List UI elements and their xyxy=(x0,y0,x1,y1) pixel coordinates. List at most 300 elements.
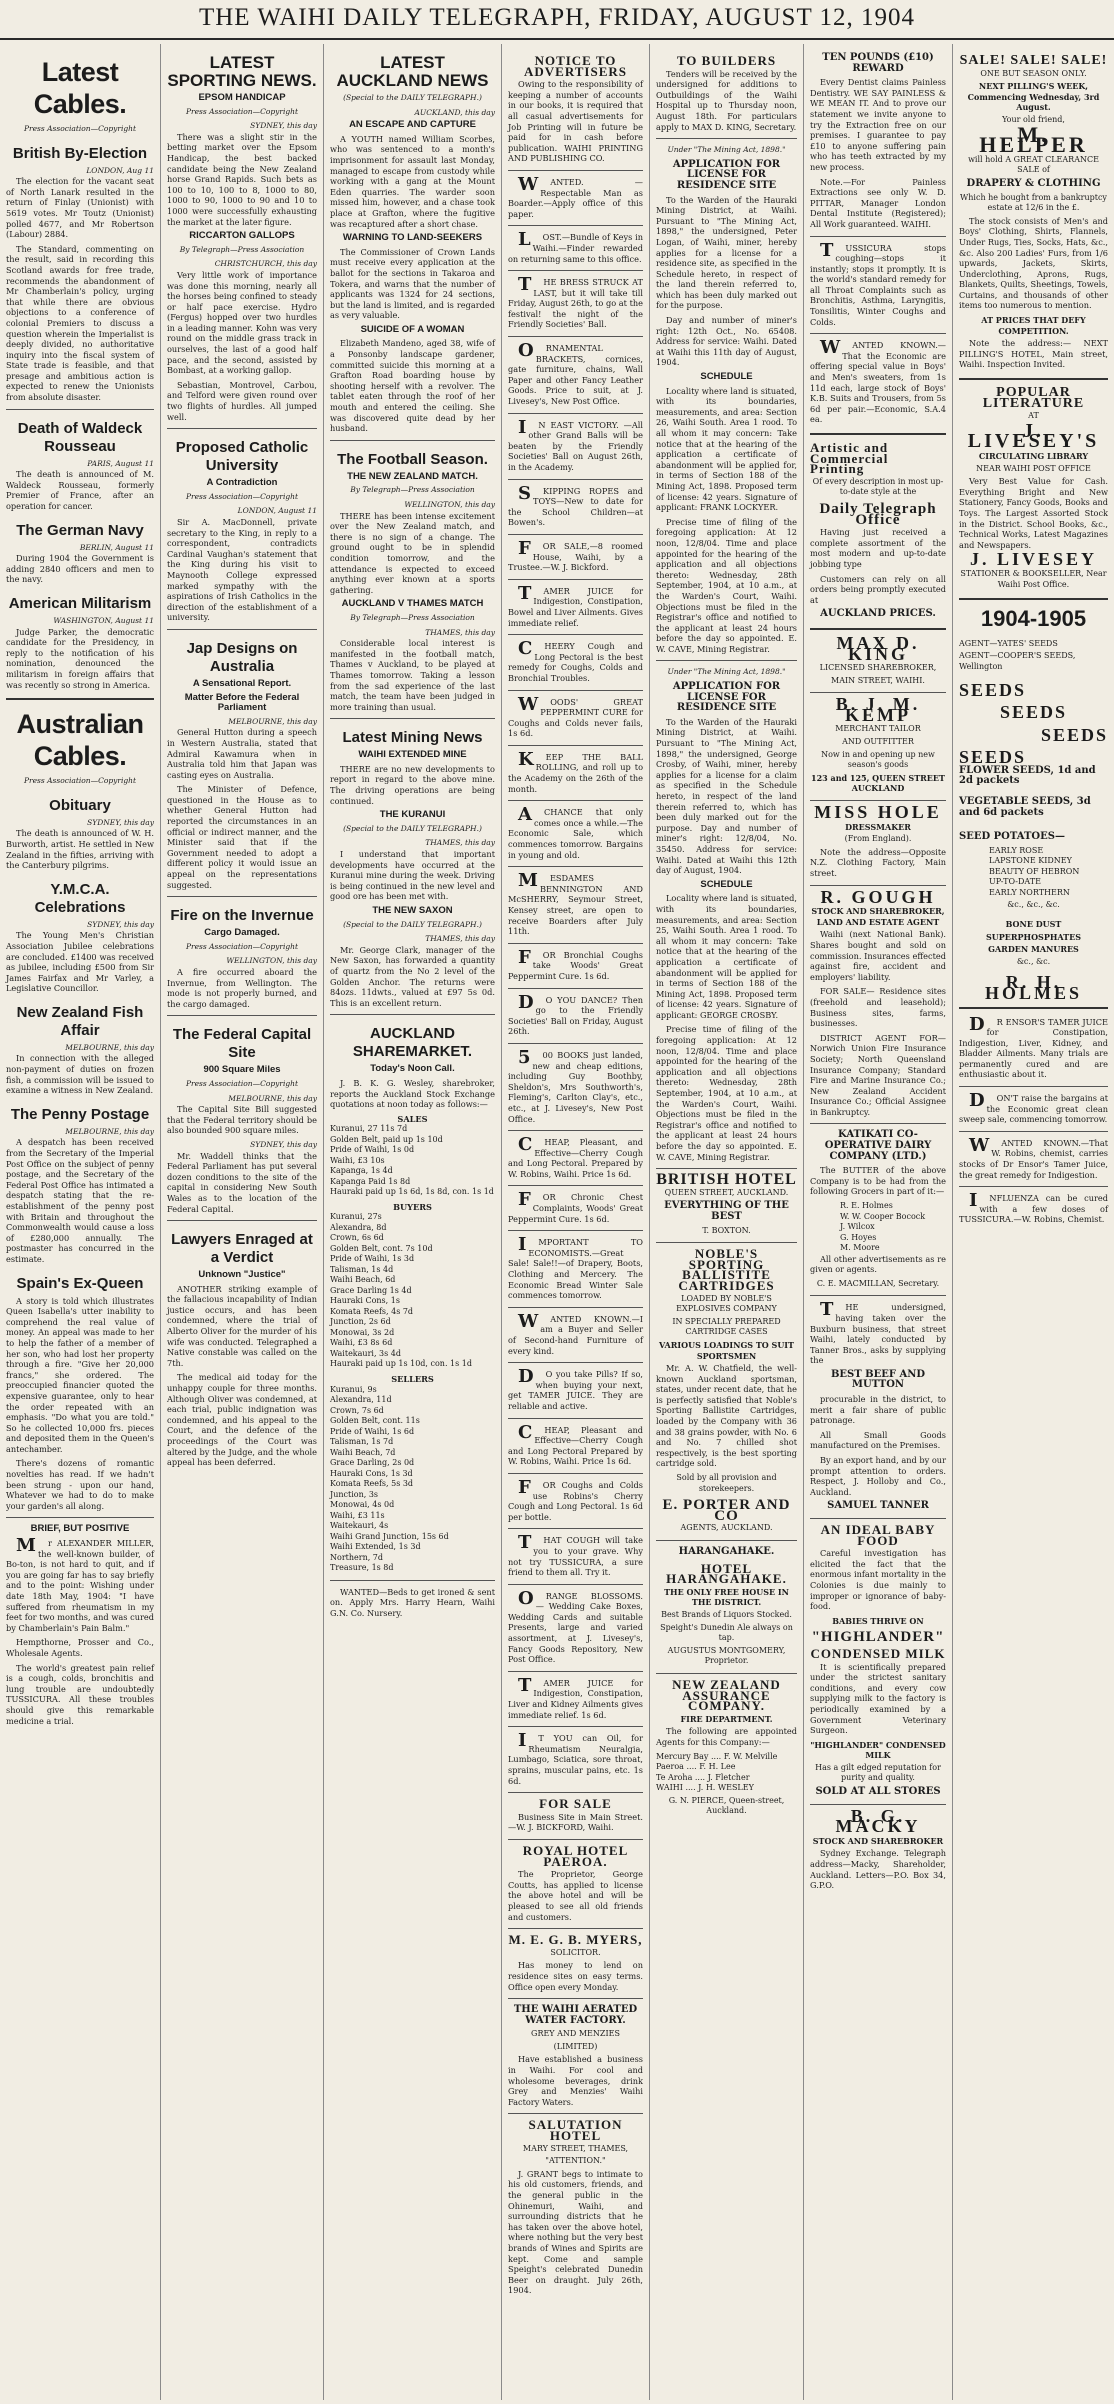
list-item: Grace Darling, 2s 0d xyxy=(330,1458,415,1467)
credit: By Telegraph—Press Association xyxy=(350,485,475,495)
classified-ad: DR ENSOR'S TAMER JUICE for Constipation, Indigestion, Liver, Kidney, and Bladder Ailments. Many trials are permanently cured and are enthusiastic about it. xyxy=(959,1013,1108,1080)
ad-subheading: DRESSMAKER xyxy=(845,821,911,832)
story-text: ANOTHER striking example of the fallacious incapability of Indian justice occurs, and has been condemned, where the trial of Alberto Oliver for the murder of his wife was conducted. Telegraphed a Native constable was called on the 7th. xyxy=(167,1283,317,1368)
ad-subheading: "ATTENTION." xyxy=(545,2156,606,2166)
ad-text: SOLD AT ALL STORES xyxy=(815,1786,941,1798)
story-subheading: Matter Before the Federal Parliament xyxy=(184,691,300,714)
ad-heading: Artistic and Commercial Printing xyxy=(810,440,889,477)
list-item: Hauraki paid up 1s 10d, con. 1s 1d xyxy=(330,1359,472,1369)
story-heading: The Football Season. xyxy=(337,450,488,468)
classified-ad: THAT COUGH will take you to your grave. Why not try TUSSICURA, a sure friend to them all. Try it. xyxy=(508,1532,643,1578)
classified-ad: MESDAMES BENNINGTON AND McSHERRY, Seymour Street, Kensey street, are open to receive Boarders after July 11th. xyxy=(508,870,643,937)
list-item: Waihi Extended, 1s 3d xyxy=(330,1542,421,1551)
dateline: CHRISTCHURCH, this day xyxy=(214,259,317,269)
story-text: Mr. George Clark, manager of the New Saxon, has forwarded a quantity of quartz from the No 2 level of the Golden Anchor. The returns were 84ozs. 11dwts., valued at £97 5s 0d. This is an excellent return. xyxy=(330,944,495,1008)
list-item: Crown, 6s 6d xyxy=(330,1233,384,1243)
list-item: Kapanga, 1s 4d xyxy=(330,1166,393,1176)
list-item: Junction, 3s xyxy=(330,1489,379,1499)
ad-text: By an export hand, and by our prompt attention to orders. Respect, J. Holloby and Co., Auckland. xyxy=(810,1455,946,1497)
ad-text: Speight's Dunedin Ale always on tap. xyxy=(660,1622,793,1643)
classified-ad: DON'T raise the bargains at the Economic great clean sweep sale, commencing tomorrow. xyxy=(959,1090,1108,1125)
ad-subheading: STOCK AND SHAREBROKER, LAND AND ESTATE AGENT xyxy=(811,906,945,927)
ad-heading: SALE! SALE! SALE! xyxy=(959,53,1108,68)
credit: (Special to the DAILY TELEGRAPH.) xyxy=(343,919,482,929)
ad-heading: J. LIVESEY xyxy=(969,549,1098,570)
ad-heading: SEED POTATOES— xyxy=(959,831,1065,843)
list-item: EARLY NORTHERN xyxy=(989,887,1070,897)
list-item: Waitekauri, 3s 4d xyxy=(330,1348,401,1358)
ad-heading: NOTICE TO ADVERTISERS xyxy=(523,53,627,79)
story-heading: The Federal Capital Site xyxy=(172,1026,312,1062)
ad-text: Which he bought from a bankruptcy estate at 12/6 in the £. xyxy=(960,192,1107,213)
ad-text: Having just received a complete assortment of the most modern and up-to-date jobbing type xyxy=(810,527,946,569)
dateline: SYDNEY, this day xyxy=(250,1139,317,1149)
ad-text: will hold A GREAT CLEARANCE SALE of xyxy=(968,154,1099,175)
dateline: MELBOURNE, this day xyxy=(228,1093,317,1103)
classified-ad: LOST.—Bundle of Keys in Waihi.—Finder rewarded on returning same to this office. xyxy=(508,229,643,264)
story-subheading: Today's Noon Call. xyxy=(370,1063,455,1075)
ad-subheading: LOADED BY NOBLE'S EXPLOSIVES COMPANY xyxy=(676,1293,777,1314)
story-text: THERE has been intense excitement over the New Zealand match, and there is no sign of a change. The ground ought to be in splendid condition tomorrow, and the attendance is expected to exceed anything ever known at a sports gathering. xyxy=(330,510,495,595)
list-item: EARLY ROSE xyxy=(989,845,1044,855)
list-heading: SALES xyxy=(397,1113,428,1124)
ad-heading: APPLICATION FOR LICENSE FOR RESIDENCE SITE xyxy=(672,681,781,714)
story-text: The death is announced of M. Waldeck Rousseau, formerly Premier of France, after an operation for cancer. xyxy=(6,469,154,512)
ad-signature: G. N. PIERCE, Queen-street, Auckland. xyxy=(668,1795,785,1816)
ad-text: &c., &c. xyxy=(1016,956,1051,966)
ad-heading: POPULAR LITERATURE xyxy=(982,385,1085,411)
list-item: BEAUTY OF HEBRON xyxy=(989,866,1080,876)
story-text: The Standard, commenting on the result, said in recording this Scotland awards for free trade, recommends the abandonment of Mr Chamberlain's policy, urging that while there are obvious objections to a conference of colonial Premiers to discuss a question wherein the Imperialist is deeply divided, no authoritative inquiry into the fiscal system of State trade is feasible, and that presage and ambitious action is expected to renew the Unionists from absolute disaster. xyxy=(6,243,154,403)
story-heading: Jap Designs on Australia xyxy=(186,639,298,675)
story-text: In connection with the alleged non-payment of duties on frozen fish, a commission will be issued to examine a witness in New Zealand. xyxy=(6,1053,154,1096)
ad-subheading: VARIOUS LOADINGS TO SUIT SPORTSMEN xyxy=(658,1339,795,1361)
dateline: SYDNEY, this day xyxy=(87,817,154,827)
classified-ad: FOR SALE,—8 roomed House, Waihi, by a Trustee.—W. J. Bickford. xyxy=(508,537,643,573)
classified-ad: TAMER JUICE for Indigestion, Constipation, Bowel and Liver Ailments. Gives immediate relief. xyxy=(508,582,643,628)
list-item: UP-TO-DATE xyxy=(989,877,1041,887)
ad-heading: DRAPERY & CLOTHING xyxy=(966,177,1101,189)
ad-heading: KATIKATI CO-OPERATIVE DAIRY COMPANY (LTD.) xyxy=(824,1129,932,1162)
credit: Press Association—Copyright xyxy=(23,124,137,133)
list-item: Hauraki Cons, 1s 3d xyxy=(330,1468,413,1478)
list-item: Komata Reefs, 4s 7d xyxy=(330,1306,414,1316)
story-text: A fire occurred aboard the Invernue, from Wellington. The mode is not properly burned, and the cargo damaged. xyxy=(167,967,317,1009)
story-heading: New Zealand Fish Affair xyxy=(16,1003,144,1039)
dateline: THAMES, this day xyxy=(425,838,495,848)
ad-text: FLOWER SEEDS, 1d and 2d packets xyxy=(959,764,1096,787)
buyers-list xyxy=(330,1212,495,1370)
column-6 xyxy=(803,44,952,2400)
ad-text: GARDEN MANURES xyxy=(988,944,1079,955)
ad-heading: B. G. MACKY xyxy=(835,1805,921,1837)
story-text: The Young Men's Christian Association Jubilee celebrations are concluded. £1400 was received as jubilee, including £500 from Sir James Fairfax and Mr Varley, a Legislative Councillor. xyxy=(6,930,154,994)
credit: By Telegraph—Press Association xyxy=(179,244,305,254)
story-text: Elizabeth Mandeno, aged 38, wife of a Ponsonby landscape gardener, committed suicide this morning at a Grafton Road boarding house by shooting herself with a revolver. The tablet eaten through the roof of her mouth and entered the ceiling. She was discovered quite dead by her husband. xyxy=(330,338,495,434)
ad-subheading: LICENSED SHAREBROKER, xyxy=(819,663,937,673)
classified-ad: 500 BOOKS just landed, new and cheap editions, including Guy Boothby, Sheldon's, Mrs Southworth's, Fleming's, Carlton Clay's, etc., etc., at J. Livesey's, New Post Office. xyxy=(508,1046,643,1124)
classified-ad: WOODS' GREAT PEPPERMINT CURE for Coughs and Colds never fails, 1s 6d. xyxy=(508,693,643,739)
ad-text: SUPERPHOSPHATES xyxy=(985,931,1081,942)
ad-text: Of every description in most up-to-date style at the xyxy=(812,476,944,497)
credit: (Special to the DAILY TELEGRAPH.) xyxy=(343,93,482,102)
sales-list xyxy=(330,1124,495,1198)
story-heading: AUCKLAND V THAMES MATCH xyxy=(341,598,484,610)
ad-text: Best Brands of Liquors Stocked. xyxy=(661,1609,792,1619)
story-heading: THE KURANUI xyxy=(379,809,446,821)
list-item: Waihi, £3 8s 6d xyxy=(330,1338,393,1348)
list-item: Waitekauri, 4s xyxy=(330,1521,389,1530)
story-text: During 1904 the Government is adding 2840 officers and men to the navy. xyxy=(6,553,154,585)
story-subheading: WAIHI EXTENDED MINE xyxy=(358,749,467,761)
ad-heading: NOBLE'S SPORTING BALLISTITE CARTRIDGES xyxy=(678,1246,775,1293)
ad-heading: CONDENSED MILK xyxy=(810,1645,946,1661)
ad-text: Have established a business in Waihi. For cool and wholesome beverages, drink Grey and Menzies' Waihi Factory Waters. xyxy=(508,2054,643,2107)
classified-ad: KEEP THE BALL ROLLING, and roll up to the Academy on the 26th of the month. xyxy=(508,748,643,794)
ad-subheading: Under "The Mining Act, 1898." xyxy=(667,667,786,677)
list-item: Crown, 7s 6d xyxy=(330,1405,384,1415)
classified-ad: ORANGE BLOSSOMS. — Wedding Cake Boxes, Wedding Cards and suitable Presents, large and varied assortment, at J. Livesey's, Fancy Goods Repository, New Post Office. xyxy=(508,1587,643,1665)
story-text: Mr ALEXANDER MILLER, the well-known builder, of Bo-ton, is not hard to quit, and if you are going far has to say briefly and to the point: Wishing under date 18th May, 1904: "I have suffered from rheumatism in my feet for two months, and was cured by Chamberlain's Pain Balm." xyxy=(6,1535,154,1633)
year-heading: 1904-1905 xyxy=(980,606,1087,632)
ad-text: AT PRICES THAT DEFY COMPETITION. xyxy=(981,315,1086,336)
ad-heading: HARANGAHAKE. xyxy=(678,1546,775,1557)
section-title: LATEST SPORTING NEWS. xyxy=(167,53,317,90)
story-text: Hempthorne, Prosser and Co., Wholesale Agents. xyxy=(6,1637,154,1658)
list-item: LAPSTONE KIDNEY xyxy=(989,856,1072,866)
seeds-heading: SEEDS xyxy=(1040,724,1108,745)
story-text: THERE are no new developments to report in regard to the above mine. The driving operations are being continued. xyxy=(330,763,495,806)
ad-text: Mr. A. W. Chatfield, the well-known Auckland sportsman, states, under recent date, that he is perfectly satisfied that Noble's Sporting Ballistite Cartridges, loaded by the Company with 36 and 38 grains powder, with No. 6 and No. 7 chilled shot respectively, is the best sporting cartridge sold. xyxy=(656,1363,797,1469)
classified-ad: IMPORTANT TO ECONOMISTS.—Great Sale! Sale!!—of Drapery, Boots, Clothing and Mercery. The Economic Bread Winter Sale commences tomorrow. xyxy=(508,1234,643,1301)
dateline: THAMES, this day xyxy=(425,627,495,637)
ad-heading: NEW ZEALAND ASSURANCE COMPANY. xyxy=(672,1676,781,1714)
list-item: J. Wilcox xyxy=(840,1222,875,1232)
ad-heading: R. GOUGH xyxy=(820,886,936,907)
list-item: Pride of Waihi, 1s 6d xyxy=(330,1426,415,1436)
ad-text: Customers can rely on all orders being promptly executed at xyxy=(810,573,946,605)
story-heading: The Penny Postage xyxy=(10,1105,150,1123)
ad-subheading: IN SPECIALLY PREPARED CARTRIDGE CASES xyxy=(672,1316,781,1337)
ad-subheading: FIRE DEPARTMENT. xyxy=(680,1713,773,1724)
story-text: The Minister of Defence, questioned in the House as to whether General Hutton had reported the circumstances in an official or indirect manner, and the Minister said that if the Government needed to adopt a different policy it would issue an appeal on the representations suggested. xyxy=(167,784,317,890)
ad-text: Tenders will be received by the undersigned for additions to Outbuildings of the Waihi Hospital up to Thursday noon, August 18th. For particulars apply to MAX D. KING, Secretary. xyxy=(656,68,797,132)
ad-text: Every Dentist claims Painless Dentistry. WE SAY PAINLESS & WE MEAN IT. And to prove our statement we invite anyone to try the Extraction free on our premises. I guarantee to pay £10 to anyone suffering pain who has teeth extracted by my new process. xyxy=(810,77,946,172)
classified-ad: ORNAMENTAL BRACKETS, cornices, gate furniture, chains, Wall Paper and other Fancy Leather Goods. Price to suit, at J. Livesey's, New Post Office. xyxy=(508,340,643,407)
ad-text: The BUTTER of the above Company is to be had from the following Grocers in part of it:— xyxy=(810,1165,946,1197)
story-subheading: Cargo Damaged. xyxy=(204,927,280,939)
ad-text: The following are appointed Agents for this Company:— xyxy=(656,1726,797,1747)
classified-ad: SKIPPING ROPES and TOYS—New to date for the School Children—at Bowen's. xyxy=(508,482,643,528)
ad-signature: C. E. MACMILLAN, Secretary. xyxy=(816,1278,940,1288)
credit: Press Association—Copyright xyxy=(23,776,137,786)
classified-ad: FOR Bronchial Coughs take Woods' Great Peppermint Cure. 1s 6d. xyxy=(508,946,643,981)
ad-signature: SAMUEL TANNER xyxy=(827,1500,929,1512)
ad-text: The stock consists of Men's and Boys' Clothing, Shirts, Flannels, Under Rugs, Ties, Socks, Hats, &c., &c. Also 200 Ladies' Furs, from 1/6 upwards, Jackets, Skirts, Underclothing, Aprons, Rugs, Blankets, Quilts, Sheetings, Towels, Curtains, and thousands of other items too numerous to mention. xyxy=(959,215,1108,311)
story-text: J. B. K. G. Wesley, sharebroker, reports the Auckland Stock Exchange quotations at noon today as follows:— xyxy=(330,1077,495,1110)
ad-text: AT xyxy=(1028,411,1039,421)
story-text: The election for the vacant seat of North Lanark resulted in the return of Finlay (Unionist) with 5619 votes. Mr Toutz (Unionist) polled 4677, and Mr Robertson (Labour) 2884. xyxy=(6,176,154,240)
story-heading: BRIEF, BUT POSITIVE xyxy=(30,1523,130,1535)
ad-subheading: (LIMITED) xyxy=(553,2041,598,2051)
list-item: Te Aroha .... J. Fletcher xyxy=(656,1772,750,1782)
ad-text: Careful investigation has elicited the fact that the enormous infant mortality in the Colonies is due mainly to improper or ignorance of baby-food. xyxy=(810,1548,946,1612)
list-item: Paeroa .... F. H. Lee xyxy=(656,1762,736,1771)
classified-ad: FOR Chronic Chest Complaints, Woods' Great Peppermint Cure. 1s 6d. xyxy=(508,1189,643,1224)
ad-text: &c., &c., &c. xyxy=(1007,900,1060,910)
ad-text: Waihi (next National Bank). Shares bought and sold on commission. Insurances effected against fire, accident and employers' liability. xyxy=(810,929,946,982)
ad-text: Very Best Value for Cash. Everything Bright and New Stationery, Fancy Goods, Books and Toys. The Largest Assorted Stock in the District. School Books, &c., Technical Works, Latest Magazines and Newspapers. xyxy=(959,476,1108,550)
list-item: Waihi Beach, 7d xyxy=(330,1447,396,1457)
ad-text: Day and number of miner's right: 12th Oct., No. 65408. Address for service: Waihi. Dated at Waihi this 11th day of August, 1904. xyxy=(656,315,797,368)
classified-ad: TUSSICURA stops coughing—stops it instantly; stops it promptly. It is the world's standard remedy for all Throat Complaints such as Bronchitis, Asthma, Laryngitis, Tonsilitis, Winter Coughs and Colds. xyxy=(810,239,946,327)
story-text: The death is announced of W. H. Burworth, artist. He settled in New Zealand in the fifties, arriving with the Canterbury pilgrims. xyxy=(6,828,154,871)
story-heading: RICCARTON GALLOPS xyxy=(189,230,295,242)
story-heading: Death of Waldeck Rousseau xyxy=(17,419,143,455)
masthead-title: THE WAIHI DAILY TELEGRAPH, FRIDAY, AUGUST 12, 1904 xyxy=(198,4,916,31)
list-item: Kuranui, 27 11s 7d xyxy=(330,1124,408,1134)
ad-heading: TEN POUNDS (£10) REWARD xyxy=(822,52,934,74)
dateline: SYDNEY, this day xyxy=(87,919,154,929)
story-text: The medical aid today for the unhappy couple for three months. Although Oliver was condemned, at each trial, public indignation was condemned, and his appeal to the Court, and the defence of the proceedings of the Court was altered by the Judge, and the whole appeal has been deferred. xyxy=(167,1372,317,1468)
ad-text: Has a gilt edged reputation for purity and quality. xyxy=(815,1762,941,1783)
dateline: AUCKLAND, this day xyxy=(414,107,495,117)
ad-heading: BRITISH HOTEL xyxy=(656,1171,797,1189)
ad-text: It is scientifically prepared under the strictest sanitary conditions, and every cow supplying milk to the factory is periodically examined by a Government Veterinary Surgeon. xyxy=(810,1661,946,1736)
agent-line: AGENT—YATES' SEEDS xyxy=(959,638,1058,648)
ad-subheading: AGENTS, AUCKLAND. xyxy=(680,1523,773,1533)
story-heading: Proposed Catholic University xyxy=(175,439,309,475)
story-heading: Lawyers Enraged at a Verdict xyxy=(171,1231,313,1267)
agents-list xyxy=(656,1752,797,1794)
list-item: Mercury Bay .... F. W. Melville xyxy=(656,1751,778,1761)
story-heading: AN ESCAPE AND CAPTURE xyxy=(349,119,476,131)
column-3 xyxy=(323,44,501,2400)
classified-ad: ACHANCE that only comes once a while.—The Economic Sale, which commences tomorrow. Bargains in young and old. xyxy=(508,804,643,860)
dateline: WASHINGTON, August 11 xyxy=(53,616,154,625)
ad-text: The Proprietor, George Coutts, has applied to license the above hotel and will be pleased to see all old friends and customers. xyxy=(508,1869,643,1922)
story-heading: THE NEW SAXON xyxy=(372,905,453,916)
ad-text: Sold by all provision and storekeepers. xyxy=(676,1473,777,1493)
list-item: Northern, 7d xyxy=(330,1552,384,1562)
agent-line: AGENT—COOPER'S SEEDS, Wellington xyxy=(959,651,1076,671)
list-item: Waihi Beach, 6d xyxy=(330,1275,396,1285)
ad-subheading: MAIN STREET, WAIHI. xyxy=(831,675,925,685)
classified-ad: FOR Coughs and Colds use Robins's Cherry Cough and Long Pectoral. 1s 6d per bottle. xyxy=(508,1476,643,1522)
story-text: A story is told which illustrates Queen Isabella's utter inability to comprehend the real value of money. An appeal was made to her to help the father of a member of her son, who had lost her property through a fire. "Give her 20,000 francs," she ordered. The preoccupied financier quoted the expensive guarantee, only to hear the order repeated with an emphasis. "Do what you are told." So he collected 10,000 frs. pieces and deposited them in the Queen's antechamber. xyxy=(6,1295,154,1454)
story-text: A despatch has been received from the Secretary of the Imperial Post Office on the subject of penny postage, and the Secretary of the Federal Post Office has intimated a despatch stating that the re-establishment of the penny post with Britain and throughout the Commonwealth would cause a loss of £280,000 annually. The postmaster has concurred in the estimate. xyxy=(6,1137,154,1264)
section-title: LATEST AUCKLAND NEWS xyxy=(336,53,489,90)
credit: Press Association—Copyright xyxy=(185,491,299,501)
story-subheading: Unknown "Justice" xyxy=(198,1269,286,1281)
ad-text: THE undersigned, having taken over the Buxburn business, that street Waihi, lately conducted by Tanner Bros., asks by supplying the xyxy=(810,1299,946,1366)
ad-subheading: MERCHANT TAILOR xyxy=(835,724,921,734)
dateline: PARIS, August 11 xyxy=(87,458,154,468)
ad-text: Owing to the responsibility of keeping a number of accounts in our books, it is required that all casual advertisements for Job Printing will in future be paid for in cash before publication. WAIHI PRINTING AND PUBLISHING CO. xyxy=(508,79,643,164)
story-text: The world's greatest pain relief is a cough, colds, bronchitis and lung trouble are undoubtedly TUSSICURA. All these troubles should give this remarkable medicine a trial. xyxy=(6,1662,154,1726)
story-text: There's dozens of romantic novelties has read. If we hadn't been strung - upon our hand, Whatever we had to do to make your garden's all along. xyxy=(6,1458,154,1511)
list-item: Treasure, 1s 8d xyxy=(330,1563,394,1572)
ad-text: BONE DUST xyxy=(1005,918,1062,929)
dateline: MELBOURNE, this day xyxy=(228,716,317,726)
classified-ad: WANTED. — Respectable Man as Boarder.—Apply office of this paper. xyxy=(508,173,643,219)
ad-text: All Small Goods manufactured on the Premises. xyxy=(810,1429,946,1451)
section-title: Latest Cables. xyxy=(33,57,127,119)
ad-text: DISTRICT AGENT FOR— Norwich Union Fire Insurance Society; North Queensland Insurance Company; Standard Fire and Marine Insurance Co.; New Zealand Accident Insurance Co.; Official Assignee in Bankruptcy. xyxy=(810,1032,946,1117)
ad-text: EVERYTHING OF THE BEST xyxy=(664,1200,789,1222)
classified-ad: CHEERY Cough and Long Pectoral is the best remedy for Coughs, Colds and Bronchial Troubles. xyxy=(508,638,643,683)
list-heading: BUYERS xyxy=(393,1201,432,1212)
credit: (Special to the DAILY TELEGRAPH.) xyxy=(343,823,482,833)
credit: By Telegraph—Press Association xyxy=(350,612,475,622)
classified-ad: IN EAST VICTORY. —All other Grand Balls will be beaten by the Friendly Societies' Ball on August 26th, in the Academy. xyxy=(508,416,643,472)
classified-ad: IT YOU can Oil, for Rheumatism Neuralgia, Lumbago, Sciatica, sore throat, sprains, muscular pains, etc. 1s 6d. xyxy=(508,1730,643,1786)
list-item: Komata Reefs, 5s 3d xyxy=(330,1479,414,1488)
story-heading: AUCKLAND SHAREMARKET. xyxy=(352,1025,473,1061)
classified-ad: WANTED KNOWN.—I am a Buyer and Seller of Second-hand Furniture of every kind. xyxy=(508,1310,643,1356)
ad-heading: APPLICATION FOR LICENSE FOR RESIDENCE SITE xyxy=(672,158,781,191)
list-item: Waihi, £3 10s xyxy=(330,1155,385,1165)
list-item: W. W. Cooper Bocock xyxy=(840,1211,926,1221)
ad-subheading: STATIONER & BOOKSELLER, Near Waihi Post Office. xyxy=(960,568,1107,589)
ad-text: THE ONLY FREE HOUSE IN THE DISTRICT. xyxy=(664,1586,789,1608)
story-text: A YOUTH named William Scorbes, who was sentenced to a month's imprisonment for assault last Monday, managed to escape from custody while working with a gang at the Mount Eden quarries. The warder soon missed him, however, and a chase took place at Grafton, where the fugitive was recaptured after a short chase. xyxy=(330,133,495,229)
ad-text: Locality where land is situated, with its boundaries, measurements, and area: Section 26, Waihi South. Area 1 rood. To all whom it may concern: Take notice that at the hearing of the application a certificate of abandonment will be applied for, in terms of Section 188 of the Mining Act, 1898. Proposed term of license: 42 years. Signature of applicant: FRANK LOCKYER. xyxy=(656,385,797,513)
ad-text: VEGETABLE SEEDS, 3d and 6d packets xyxy=(959,796,1091,818)
ad-signature: AUGUSTUS MONTGOMERY, Proprietor. xyxy=(667,1645,786,1666)
list-item: Golden Belt, paid up 1s 10d xyxy=(330,1134,443,1144)
seeds-heading: SEEDS xyxy=(999,702,1068,723)
ad-heading: BEST BEEF AND MUTTON xyxy=(830,1368,926,1391)
list-item: Talisman, 1s 7d xyxy=(330,1437,394,1446)
list-item: Pride of Waihi, 1s 3d xyxy=(330,1254,415,1264)
list-item: R. E. Holmes xyxy=(840,1201,893,1211)
ad-heading: MISS HOLE xyxy=(814,802,942,823)
ad-heading: MAX D. KING xyxy=(836,632,920,664)
ad-text: Note.—For Painless Extractions see only W. D. PITTAR, Manager London Dental Institute (Registered); All Work guaranteed. WAIHI. xyxy=(810,176,946,229)
ad-subheading: AND OUTFITTER xyxy=(842,737,914,747)
ad-subheading: SOLICITOR. xyxy=(550,1947,601,1957)
classified-ad: WANTED KNOWN.—That the Economic are offering special value in Boys' and Men's sweaters, from 1s 11d each, large stock of Boys' K.B. Suits and Trousers, from 5s 6d per pair.—Economic, S.A.4 ea. xyxy=(810,337,946,425)
dateline: WELLINGTON, this day xyxy=(226,956,317,966)
dateline: LONDON, Aug 11 xyxy=(86,165,154,175)
ad-heading: HOTEL HARANGAHAKE. xyxy=(666,1560,787,1587)
ad-heading: SCHEDULE xyxy=(700,878,753,890)
story-text: There was a slight stir in the betting market over the Epsom Handicap, the best backed candidate being the New Zealand horse Grand Rapids. Such bets as 100 to 10, 100 to 8, 1000 to 80, 1000 to 90, 1000 to 90 and 10 to 1000 were successfully exhausting the market at the later figure. xyxy=(167,131,317,227)
list-item: Kuranui, 27s xyxy=(330,1212,382,1222)
story-heading: The German Navy xyxy=(16,521,144,539)
dateline: BERLIN, August 11 xyxy=(79,542,154,552)
story-text: Sebastian, Montrovel, Carbou, and Telford were given round over two flights of hurdles. All jumped well. xyxy=(167,379,317,422)
column-5 xyxy=(649,44,803,2400)
list-item: Waihi, £3 11s xyxy=(330,1510,385,1520)
story-text: Mr. Waddell thinks that the Federal Parliament has put several dozen conditions to the site of the capital in considering New South Wales as to the location of the Federal Capital. xyxy=(167,1150,317,1214)
ad-text: All other advertisements as re given or agents. xyxy=(810,1253,946,1275)
classified-ad: THE BRESS STRUCK AT LAST, but it will take till Friday, August 26th, to go at the festival! the night of the Friendly Societies' Ball. xyxy=(508,274,643,330)
ad-heading: AN IDEAL BABY FOOD xyxy=(820,1522,936,1548)
list-heading: SELLERS xyxy=(391,1373,434,1384)
classified-ad: DO YOU DANCE? Then go to the Friendly Societies' Ball on Friday, August 26th. xyxy=(508,991,643,1037)
list-item: Hauraki Cons, 1s xyxy=(330,1296,400,1306)
ad-subheading: NEAR WAIHI POST OFFICE xyxy=(976,463,1091,473)
classified-ad: CHEAP, Pleasant and Effective—Cherry Cough and Long Pectoral Prepared by W. Robins, Waihi. Price 1s 6d. xyxy=(508,1421,643,1467)
list-item: Monowai, 3s 2d xyxy=(330,1327,395,1337)
ad-heading: TO BUILDERS xyxy=(676,53,777,68)
list-item: M. Moore xyxy=(840,1243,880,1253)
story-heading: Fire on the Invernue xyxy=(170,907,314,925)
credit: Press Association—Copyright xyxy=(185,1078,299,1088)
ad-text: Now in and opening up new season's goods xyxy=(821,749,935,770)
dateline: MELBOURNE, this day xyxy=(65,1042,154,1052)
classified-ad: WANTED—Beds to get ironed & sent on. Apply Mrs. Harry Hearn, Waihi G.N. Co. Nursery. xyxy=(330,1586,495,1618)
story-heading: EPSOM HANDICAP xyxy=(198,92,286,103)
ad-heading: R. H. HOLMES xyxy=(984,972,1082,1003)
ad-text: 123 and 125, QUEEN STREET AUCKLAND xyxy=(811,772,945,794)
ad-subheading: MARY STREET, THAMES, xyxy=(522,2143,629,2153)
list-item: Talisman, 1s 4d xyxy=(330,1264,394,1274)
credit: Press Association—Copyright xyxy=(185,106,299,116)
section-title: Australian Cables. xyxy=(16,709,144,772)
list-item: Alexandra, 8d xyxy=(330,1222,387,1232)
column-7 xyxy=(952,44,1114,2400)
story-heading: British By-Election xyxy=(12,144,148,162)
ad-subheading: BABIES THRIVE ON xyxy=(832,1615,924,1626)
ad-subheading: STOCK AND SHAREBROKER xyxy=(812,1835,944,1846)
ad-heading: "HIGHLANDER" xyxy=(811,1629,945,1646)
classified-ad: INFLUENZA can be cured with a few doses of TUSSICURA.—W. Robins, Chemist. xyxy=(959,1190,1108,1225)
ad-text: FOR SALE— Residence sites (freehold and leasehold); Business sites, farms, businesses. xyxy=(810,986,946,1029)
list-item: Monowai, 4s 0d xyxy=(330,1500,395,1509)
ad-subheading: (From England). xyxy=(844,834,912,844)
ad-text: Has money to lend on residence sites on easy terms. Office open every Monday. xyxy=(508,1960,643,1992)
ad-text: Precise time of filing of the foregoing application: At 12 noon, 12/8/04. Time and place appointed for the hearing of the application and all objections thereto: Wednesday, 28th September, 1904, at 10 a.m., at the Warden's Court, Waihi. Objections must be filed in the Registrar's office and notified to the applicant at least 24 hours before the day so appointed. E. W. CAVE, Mining Registrar. xyxy=(656,1024,797,1162)
ad-heading: M. E. G. B. MYERS, xyxy=(508,1932,643,1948)
ad-heading: ROYAL HOTEL PAEROA. xyxy=(522,1842,629,1869)
ad-heading: FOR SALE xyxy=(539,1796,612,1812)
list-item: WAIHI .... J. H. WESLEY xyxy=(656,1783,754,1792)
story-subheading: A Sensational Report. xyxy=(192,677,292,689)
list-item: G. Hoyes xyxy=(840,1232,877,1242)
story-text: Sir A. MacDonnell, private secretary to the King, in reply to a correspondent, contradicts Cardinal Vaughan's statement that the King during his visit to Maynooth College expressed marked sympathy with the aspirations of Irish Catholics in the direction of the establishment of a university. xyxy=(167,517,317,623)
ad-text: To the Warden of the Hauraki Mining District, at Waihi. Pursuant to "The Mining Act, 1898," the undersigned, Peter Logan, of Waihi, miner, hereby applies for a license for a residence site, as specified in the Schedule hereto, in respect of the land therein referred to, which has been duly marked out for the purpose. xyxy=(656,194,797,311)
story-text: The Capital Site Bill suggested that the Federal territory should be also bounded 900 square miles. xyxy=(167,1104,317,1136)
ad-subheading: CIRCULATING LIBRARY xyxy=(978,451,1089,461)
ad-heading: M. HELPER xyxy=(979,121,1088,158)
story-text: General Hutton during a speech in Western Australia, stated that Admiral Kawamura when in Australia told him that Japan was casting eyes on Australia. xyxy=(167,727,317,780)
story-heading: SUICIDE OF A WOMAN xyxy=(360,323,465,335)
ad-heading: SCHEDULE xyxy=(700,371,753,383)
credit: Press Association—Copyright xyxy=(185,941,299,951)
ad-text: NEXT PILLING'S WEEK, Commencing Wednesday, 3rd August. xyxy=(967,81,1100,113)
ad-text: Note the address:— NEXT PILLING'S HOTEL, Main street, Waihi. Inspection Invited. xyxy=(959,338,1108,370)
story-subheading: THE NEW ZEALAND MATCH. xyxy=(347,470,478,482)
ad-text: J. GRANT begs to intimate to his old customers, friends, and the general public in the Ohinemuri, Waihi, and surrounding districts that he has taken over the above hotel, where nothing but the very best brands of Wines and Spirits are kept. Come and sample Speight's celebrated Dunedin Beer on draught. July 26th, 1904. xyxy=(508,2168,643,2296)
list-item: Golden Belt, cont. 11s xyxy=(330,1416,420,1425)
grocers-list xyxy=(810,1201,946,1254)
ad-signature: T. BOXTON. xyxy=(702,1225,751,1235)
ad-heading: B. J. M. KEMP xyxy=(835,694,921,725)
column-2 xyxy=(160,44,323,2400)
story-heading: Y.M.C.A. Celebrations xyxy=(34,880,126,916)
ad-heading: E. PORTER AND CO xyxy=(662,1497,791,1524)
potatoes-list xyxy=(959,846,1108,899)
story-text: I understand that important developments have occurred at the Kuranui mine during the week. Driving is being continued in the new level and good ore has been met with. xyxy=(330,849,495,902)
ad-subheading: QUEEN STREET, AUCKLAND. xyxy=(664,1187,789,1197)
classified-ad: DO you take Pills? If so, when buying your next, get TAMER JUICE. They are reliable and active. xyxy=(508,1366,643,1411)
ad-subheading: GREY AND MENZIES xyxy=(531,2029,620,2039)
classified-ad: TAMER JUICE for Indigestion, Constipation, Liver and Kidney Ailments gives immediate relief. 1s 6d. xyxy=(508,1674,643,1720)
ad-subheading: ONE BUT SEASON ONLY. xyxy=(980,68,1087,78)
